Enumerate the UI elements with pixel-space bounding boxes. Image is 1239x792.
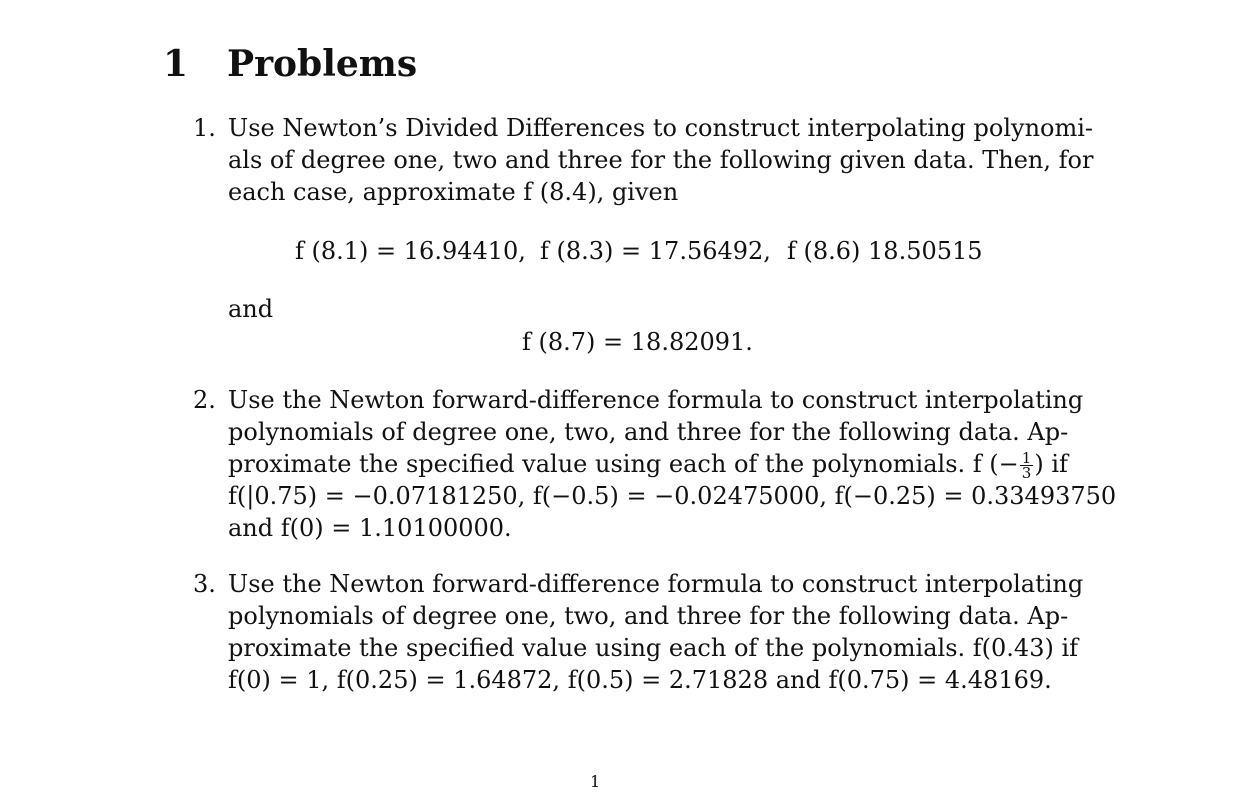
problem-3-line-3: proximate the specified value using each of the polynomials. f(0.43) if: [228, 634, 1079, 662]
problem-1-equation-a: f (8.1) = 16.94410,: [295, 237, 526, 265]
problem-3-line-4: f(0) = 1, f(0.25) = 1.64872, f(0.5) = 2.71828 and f(0.75) = 4.48169.: [228, 666, 1052, 694]
page-number: 1: [590, 772, 601, 791]
problem-2-line-5: and f(0) = 1.10100000.: [228, 514, 512, 542]
problem-2-line-2: polynomials of degree one, two, and three for the following data. Ap-: [228, 418, 1069, 446]
problem-1-equation-last: f (8.7) = 18.82091.: [522, 328, 753, 356]
problem-2-line-1: Use the Newton forward-difference formula to construct interpolating: [228, 386, 1084, 414]
problem-2: [193, 384, 1117, 544]
problem-1-line-1: Use Newton’s Divided Differences to construct interpolating polynomi-: [228, 114, 1094, 142]
problem-3: [193, 568, 1084, 696]
problem-2-line-4: f(|0.75) = −0.07181250, f(−0.5) = −0.02475000, f(−0.25) = 0.33493750: [228, 482, 1117, 510]
problem-3-text: [228, 568, 1084, 696]
fraction-denominator: 3: [1021, 464, 1032, 482]
fraction-numerator: 1: [1021, 449, 1032, 467]
problem-2-text: [228, 384, 1117, 544]
problem-2-line-3-text: proximate the specified value using each of the polynomials.: [228, 450, 966, 478]
problem-3-line-2: polynomials of degree one, two, and three for the following data. Ap-: [228, 602, 1069, 630]
problem-1-line-3: each case, approximate f (8.4), given: [228, 178, 679, 206]
section-number: 1: [163, 43, 189, 85]
problem-1-equation-b: f (8.3) = 17.56492,: [540, 237, 771, 265]
problem-1-connector: and: [228, 295, 274, 323]
problem-2-target-prefix: f (−: [972, 450, 1019, 478]
problem-3-number: 3.: [193, 570, 216, 598]
one-third-fraction: [1020, 451, 1034, 480]
section-title: Problems: [227, 43, 418, 85]
problem-2-target-suffix: ) if: [1034, 450, 1068, 478]
problem-1-line-2: als of degree one, two and three for the following given data. Then, for: [228, 146, 1094, 174]
section-heading: [163, 40, 417, 88]
problem-1-text: [228, 112, 1094, 208]
problem-2-line-3: [228, 448, 1068, 482]
problem-1: [193, 112, 1094, 208]
problem-1-number: 1.: [193, 114, 216, 142]
problem-2-number: 2.: [193, 386, 216, 414]
problem-1-equation-c: f (8.6) 18.50515: [787, 237, 983, 265]
problem-2-target: [972, 449, 1068, 482]
problem-3-line-1: Use the Newton forward-difference formula to construct interpolating: [228, 570, 1084, 598]
